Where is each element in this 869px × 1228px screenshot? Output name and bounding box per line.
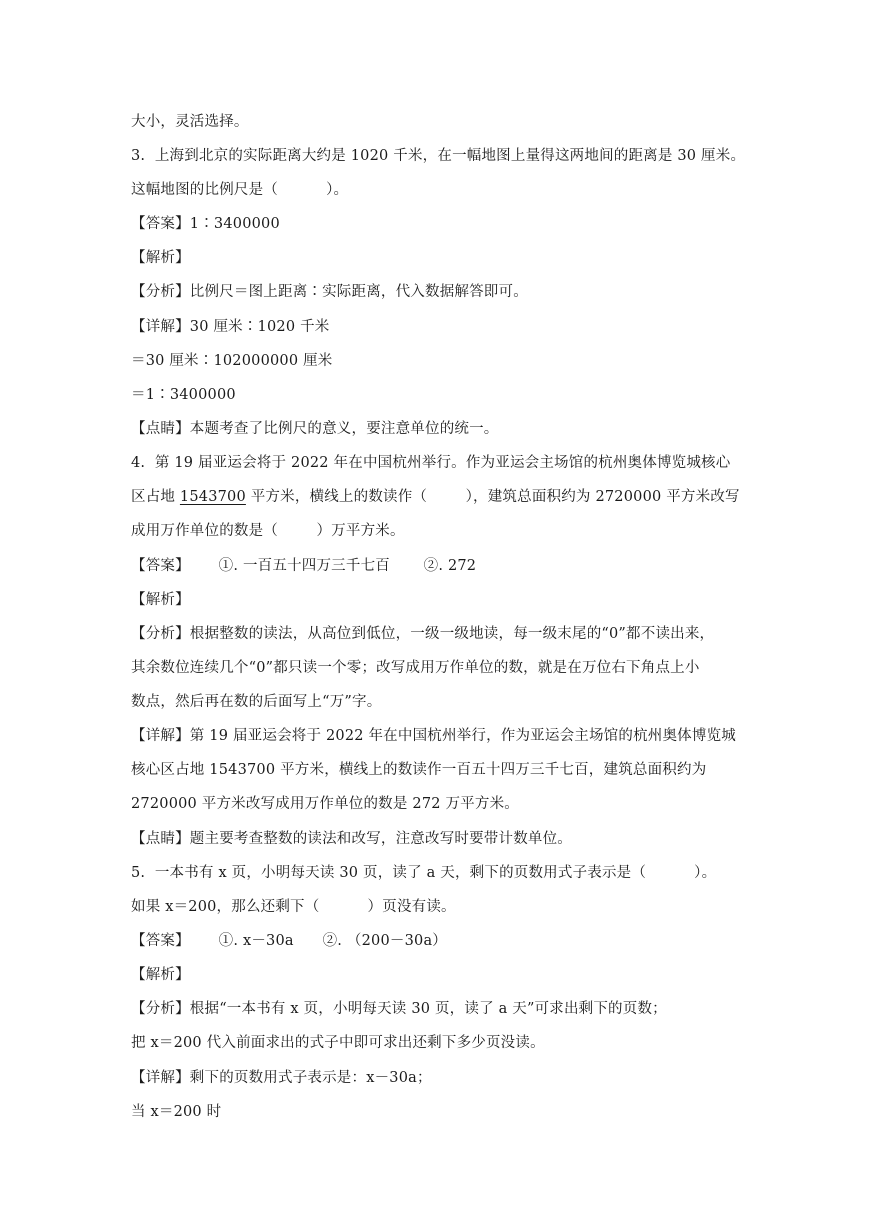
q4-suffix: 平方米，横线上的数读作（ ），建筑总面积约为 2720000 平方米改写 xyxy=(245,489,740,505)
detail-text: ＝30 厘米∶102000000 厘米 xyxy=(131,353,333,369)
detail-text: 2720000 平方米改写成用万作单位的数是 272 万平方米。 xyxy=(131,796,519,812)
detail-text: ＝1∶3400000 xyxy=(131,387,236,403)
analysis-text: 数点，然后再在数的后面写上“万”字。 xyxy=(131,694,382,710)
analysis-text: 其余数位连续几个“0”都只读一个零；改写成用万作单位的数，就是在万位右下角点上小 xyxy=(131,660,700,676)
analysis-text: 【分析】根据整数的读法，从高位到低位，一级一级地读，每一级末尾的“0”都不读出来， xyxy=(131,626,715,642)
analysis-text: 【分析】比例尺＝图上距离∶实际距离，代入数据解答即可。 xyxy=(131,284,528,300)
question-5-text-cont: 如果 x＝200，那么还剩下（ ）页没有读。 xyxy=(131,899,456,915)
q4-prefix: 区占地 xyxy=(131,489,180,505)
detail-text: 核心区占地 1543700 平方米，横线上的数读作一百五十四万三千七百，建筑总面积约为 xyxy=(131,762,707,778)
analysis-heading: 【解析】 xyxy=(131,592,190,608)
question-4-text-cont: 成用万作单位的数是（ ）万平方米。 xyxy=(131,523,405,539)
answer-line: 【答案】 ①. 一百五十四万三千七百 ②. 272 xyxy=(131,558,477,574)
answer-line: 【答案】 ①. x－30a ②. （200－30a） xyxy=(131,933,447,949)
analysis-text: 把 x＝200 代入前面求出的式子中即可求出还剩下多少页没读。 xyxy=(131,1035,545,1051)
question-3-text-cont: 这幅地图的比例尺是（ ）。 xyxy=(131,182,349,198)
detail-text: 【详解】第 19 届亚运会将于 2022 年在中国杭州举行，作为亚运会主场馆的杭州奥体博览城 xyxy=(131,728,736,744)
question-4-text: 4. 第 19 届亚运会将于 2022 年在中国杭州举行。作为亚运会主场馆的杭州奥体博览城核心 xyxy=(131,455,731,471)
detail-text: 当 x＝200 时 xyxy=(131,1104,222,1120)
comment-text: 【点睛】题主要考查整数的读法和改写，注意改写时要带计数单位。 xyxy=(131,831,572,847)
text-line: 大小，灵活选择。 xyxy=(131,114,249,130)
question-5-text: 5. 一本书有 x 页，小明每天读 30 页，读了 a 天，剩下的页数用式子表示是（ ）。 xyxy=(131,865,717,881)
analysis-heading: 【解析】 xyxy=(131,250,190,266)
analysis-heading: 【解析】 xyxy=(131,967,190,983)
question-4-text-cont xyxy=(131,487,740,507)
analysis-text: 【分析】根据“一本书有 x 页，小明每天读 30 页，读了 a 天”可求出剩下的页数； xyxy=(131,1001,667,1017)
question-3-text: 3. 上海到北京的实际距离大约是 1020 千米，在一幅地图上量得这两地间的距离是 30 厘米。 xyxy=(131,148,746,164)
detail-text: 【详解】剩下的页数用式子表示是：x－30a； xyxy=(131,1070,432,1086)
detail-text: 【详解】30 厘米∶1020 千米 xyxy=(131,319,330,335)
underlined-number: 1543700 xyxy=(179,489,246,505)
answer-line: 【答案】1∶3400000 xyxy=(131,216,280,232)
comment-text: 【点睛】本题考查了比例尺的意义，要注意单位的统一。 xyxy=(131,421,499,437)
